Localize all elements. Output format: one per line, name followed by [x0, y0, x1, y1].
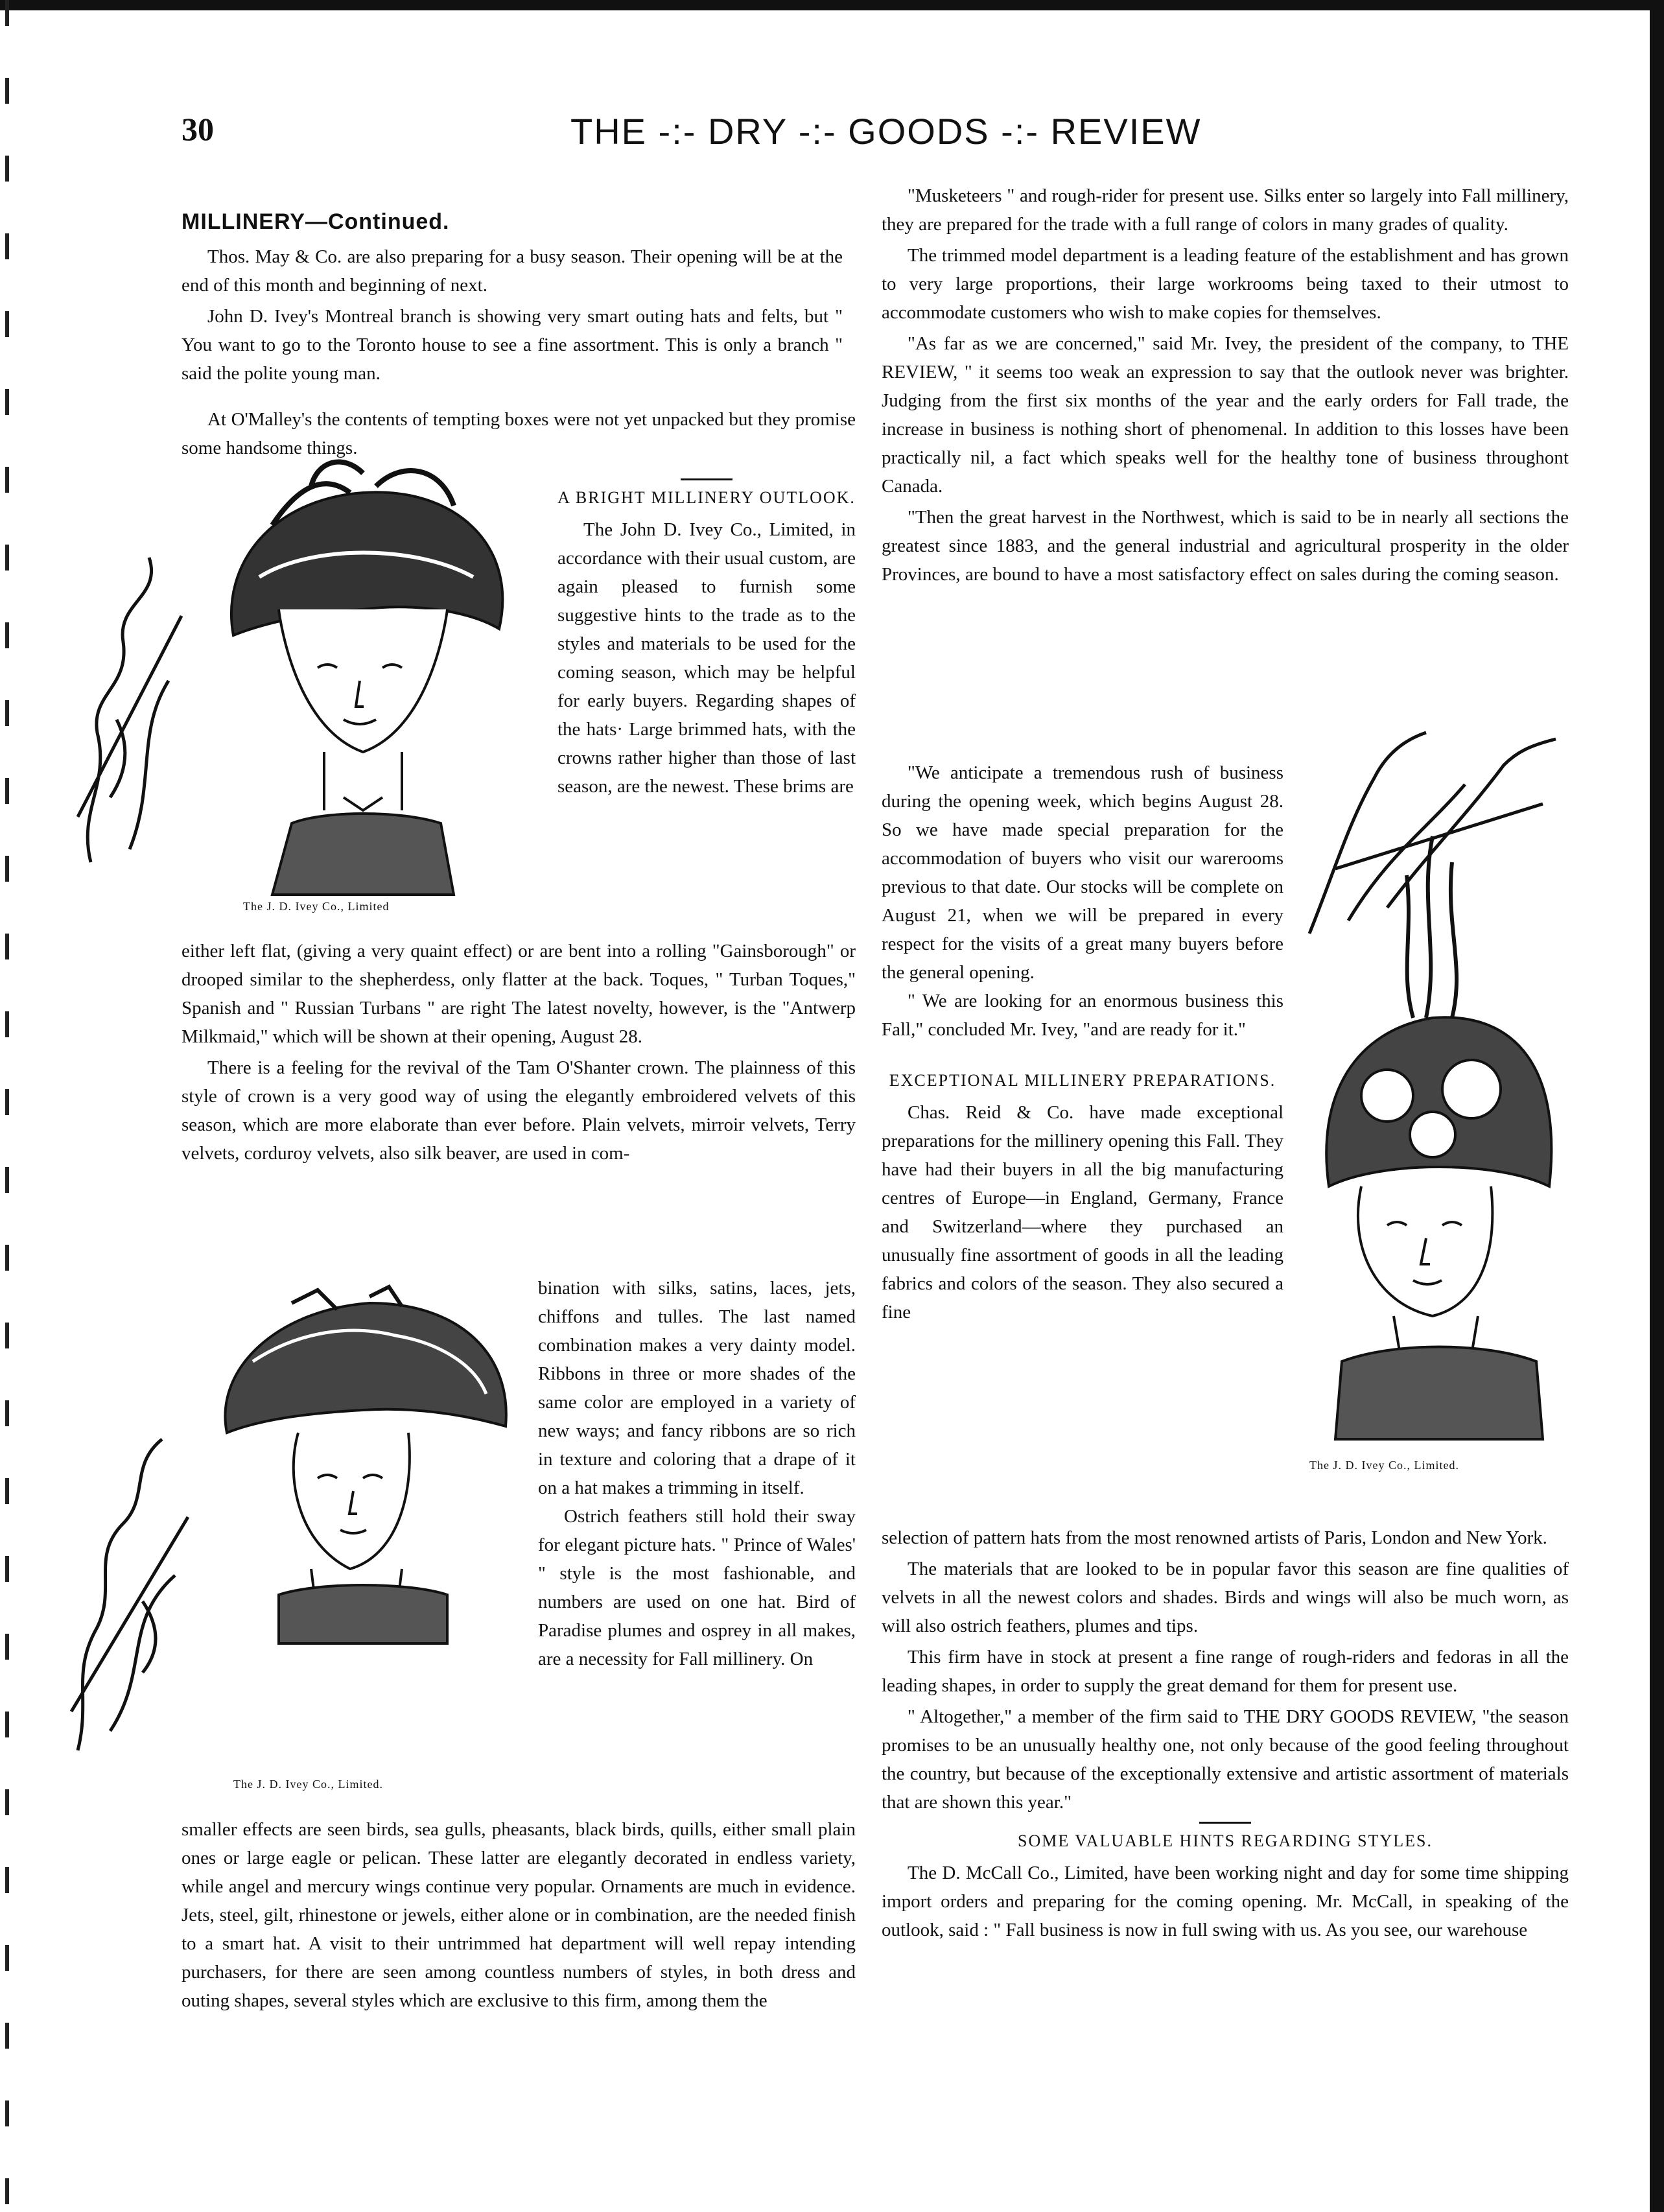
- paragraph: The D. McCall Co., Limited, have been working night and day for some time shipping import orders and preparing for the coming opening. Mr. McCall, in speaking of the outlook, said : " Fall business is now in full swing with us. As you see, our warehouse: [882, 1863, 1569, 1940]
- paragraph: " Altogether," a member of the firm said to THE DRY GOODS REVIEW, "the season promises to be an unusually healthy one, not only because of the good feeling throughout the country, but because of the exceptionally extensive and artistic assortment of materials that are shown this year.": [882, 1706, 1569, 1813]
- paragraph: At O'Malley's the contents of tempting boxes were not yet unpacked but they promise some handsome things.: [182, 409, 856, 458]
- paragraph: Thos. May & Co. are also preparing for a busy season. Their opening will be at the end of this month and beginning of next.: [182, 246, 843, 296]
- page-edge-right: [1650, 0, 1664, 2212]
- paragraph: " We are looking for an enormous business this Fall," concluded Mr. Ivey, "and are ready for it.": [882, 991, 1283, 1040]
- paragraph: There is a feeling for the revival of the Tam O'Shanter crown. The plainness of this style of crown is a very good way of using the elegantly embroidered velvets of this season, which are more elaborate than ever before. Plain velvets, mirroir velvets, Terry velvets, corduroy velvets, also silk beaver, are used in com-: [182, 1057, 856, 1164]
- paragraph: John D. Ivey's Montreal branch is showing very smart outing hats and felts, but " You want to go to the Toronto house to see a fine assortment. This is only a branch " said the polite young man.: [182, 306, 843, 384]
- page-number: 30: [182, 111, 214, 147]
- paragraph: "Musketeers " and rough-rider for present use. Silks enter so largely into Fall millinery, they are prepared for the trade with a full range of colors in many grades of quality.: [882, 185, 1569, 235]
- article-heading: EXCEPTIONAL MILLINERY PREPARATIONS.: [889, 1071, 1276, 1090]
- handwritten-signature-1: [52, 538, 201, 875]
- paragraph: This firm have in stock at present a fine range of rough-riders and fedoras in all the leading shapes, in order to supply the great demand for them for present use.: [882, 1647, 1569, 1696]
- wrap-block-1: [182, 405, 856, 462]
- handwritten-signature-2: [52, 1426, 207, 1763]
- paragraph: The John D. Ivey Co., Limited, in accordance with their usual custom, are again pleased to furnish some suggestive hints to the trade as to the styles and materials to be used for the coming season, which may be helpful for early buyers. Regarding shapes of the hats· Large brimmed hats, with the crowns rather higher than those of last season, are the newest. These brims are: [557, 519, 856, 797]
- right-wrap-block-1: [882, 759, 1283, 1326]
- paragraph: selection of pattern hats from the most renowned artists of Paris, London and New York.: [882, 1527, 1547, 1548]
- left-column-top: [182, 207, 843, 390]
- divider-rule: [1199, 1822, 1251, 1824]
- page-edge-left: [5, 0, 9, 2212]
- page-edge-top: [0, 0, 1664, 10]
- wrap-block-2: [557, 473, 856, 801]
- article-heading: A BRIGHT MILLINERY OUTLOOK.: [557, 488, 856, 507]
- paragraph: "Then the great harvest in the Northwest, which is said to be in nearly all sections the greatest since 1883, and the general industrial and agricultural prosperity in the older Provinces, are bound to have a most satisfactory effect on sales during the coming season.: [882, 507, 1569, 585]
- section-label: MILLINERY—Continued.: [182, 209, 450, 234]
- right-column-bottom: [882, 1524, 1569, 1947]
- image-caption: The J. D. Ivey Co., Limited.: [233, 1778, 383, 1791]
- paragraph: either left flat, (giving a very quaint effect) or are bent into a rolling "Gainsborough" or drooped similar to the shepherdess, only flatter at the back. Toques, " Turban Toques," Spanish and " Russian Turbans " are right The latest novelty, however, is the "Antwerp Milkmaid," which will be shown at their opening, August 28.: [182, 941, 856, 1047]
- handwritten-signature-3: [1296, 726, 1569, 947]
- left-column-mid: [182, 937, 856, 1170]
- wrap-block-3: [538, 1274, 856, 1673]
- paragraph: Chas. Reid & Co. have made exceptional preparations for the millinery opening this Fall. They have had their buyers in all the big manufacturing centres of Europe—in England, Germany, France and Switzerland—where they purchased an unusually fine assortment of goods in all the leading fabrics and colors of the season. They also secured a fine: [882, 1102, 1283, 1323]
- paragraph: bination with silks, satins, laces, jets, chiffons and tulles. The last named combination makes a very dainty model. Ribbons in three or more shades of the same color are employed in a variety of new ways; and fancy ribbons are so rich in texture and coloring that a drape of it on a hat makes a trimming in itself.: [538, 1278, 856, 1498]
- paragraph: The materials that are looked to be in popular favor this season are fine qualities of velvets in all the newest colors and shades. Birds and wings will also be much worn, as will also ostrich feathers, plumes and tips.: [882, 1559, 1569, 1636]
- paragraph: smaller effects are seen birds, sea gulls, pheasants, black birds, quills, either small plain ones or large eagle or pelican. These latter are elegantly decorated in endless variety, while angel and mercury wings continue very popular. Ornaments are much in evidence. Jets, steel, gilt, rhinestone or jewels, either alone or in combination, are the needed finish to a smart hat. A visit to their untrimmed hat department will well repay intending purchasers, for there are seen among countless numbers of styles, in both dress and outing shapes, several styles which are exclusive to this firm, among them the: [182, 1819, 856, 2011]
- hat-illustration-1: [194, 447, 538, 901]
- paragraph: Ostrich feathers still hold their sway for elegant picture hats. " Prince of Wales' " style is the most fashionable, and numbers are used on one hat. Bird of Paradise plumes and osprey in all makes, are a necessity for Fall millinery. On: [538, 1506, 856, 1669]
- paragraph: "We anticipate a tremendous rush of business during the opening week, which begins August 28. So we have made special preparation for the accommodation of buyers who visit our warerooms previous to that date. Our stocks will be complete on August 21, when we will be prepared in every respect for the visits of a great many buyers before the general opening.: [882, 762, 1283, 983]
- hat-illustration-2: [201, 1284, 525, 1647]
- right-column-top: [882, 182, 1569, 591]
- divider-rule: [681, 478, 732, 480]
- paragraph: "As far as we are concerned," said Mr. Ivey, the president of the company, to THE REVIEW, " it seems too weak an expression to say that the outlook never was brighter. Judging from the first six months of the year and the early orders for Fall trade, the increase in business is nothing short of phenomenal. In addition to this losses have been practically nil, a fact which speaks well for the healthy tone of business throughont Canada.: [882, 333, 1569, 497]
- article-heading: SOME VALUABLE HINTS REGARDING STYLES.: [1017, 1831, 1433, 1850]
- paragraph: The trimmed model department is a leading feature of the establishment and has grown to very large proportions, their large workrooms being taxed to their utmost to accommodate customers who wish to make copies for themselves.: [882, 245, 1569, 323]
- left-column-bottom: [182, 1815, 856, 2018]
- journal-title: THE -:- DRY -:- GOODS -:- REVIEW: [570, 111, 1202, 152]
- image-caption: The J. D. Ivey Co., Limited.: [1309, 1459, 1459, 1472]
- page-header: [182, 110, 1569, 162]
- image-caption: The J. D. Ivey Co., Limited: [243, 900, 390, 913]
